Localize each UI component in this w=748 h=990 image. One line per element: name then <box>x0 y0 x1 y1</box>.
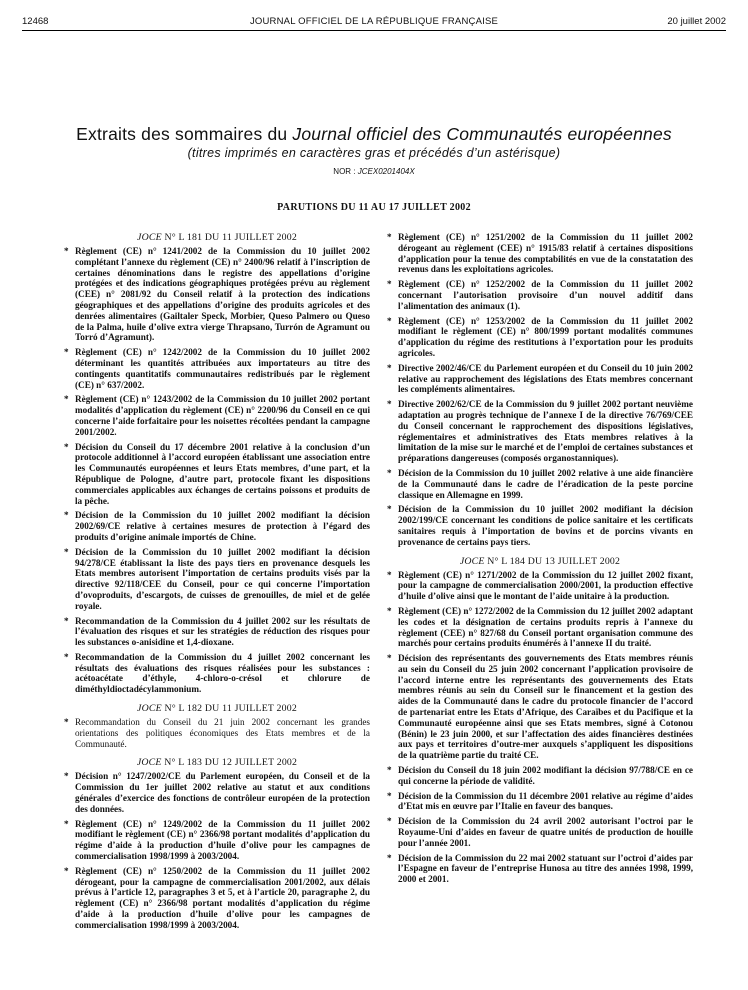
asterisk-marker: * <box>64 865 69 876</box>
summary-entry <box>64 771 370 814</box>
entry-text: Règlement (CE) n° 1242/2002 de la Commission du 10 juillet 2002 déterminant les quantités attribuées aux importateurs au titre des contingents quantitatifs communautaires redistribués par le règlement (CE) n° 637/2002. <box>75 347 370 390</box>
asterisk-marker: * <box>387 315 392 326</box>
main-title-italic: Journal officiel des Communautés européennes <box>292 124 672 144</box>
asterisk-marker: * <box>64 818 69 829</box>
section-heading <box>64 703 370 714</box>
section-heading-journal: JOCE <box>137 703 162 715</box>
asterisk-marker: * <box>64 546 69 557</box>
entry-text: Règlement (CE) n° 1251/2002 de la Commission du 11 juillet 2002 dérogeant au règlement (CEE) n° 1915/83 relatif à certaines dispositions d’application pour la tenue des comptabilités en vue de la constatation des revenus dans les exploitations agricoles. <box>398 232 693 275</box>
asterisk-marker: * <box>387 399 392 410</box>
section-heading-issue: N° L 182 DU 11 JUILLET 2002 <box>161 703 297 715</box>
section-heading-issue: N° L 183 DU 12 JUILLET 2002 <box>161 757 298 769</box>
entry-text: Décision de la Commission du 10 juillet 2002 modifiant la décision 2002/199/CE concernant les conditions de police sanitaire et les certificats sanitaires requis à l’importation de bovins et de porcins vivants en provenance de certains pays tiers. <box>398 504 693 547</box>
entry-text: Recommandation du Conseil du 21 juin 2002 concernant les grandes orientations des politiques économiques des Etats membres et de la Communauté. <box>75 717 370 749</box>
section-heading-journal: JOCE <box>136 757 162 769</box>
summary-entry <box>64 246 370 343</box>
right-column <box>387 232 693 889</box>
entry-text: Décision de la Commission du 10 juillet 2002 modifiant la décision 2002/69/CE relative à certaines mesures de protection à l’égard des produits d’origine animale importés de Chine. <box>75 510 370 542</box>
section-heading-issue: N° L 181 DU 11 JUILLET 2002 <box>161 232 297 243</box>
main-title-prefix: Extraits des sommaires du <box>76 124 293 144</box>
nor-reference <box>0 167 748 176</box>
asterisk-marker: * <box>387 653 392 664</box>
summary-entry <box>64 442 370 507</box>
nor-value: JCEX0201404X <box>357 167 415 176</box>
summary-entry <box>64 510 370 542</box>
entry-text: Règlement (CE) n° 1249/2002 de la Commission du 11 juillet 2002 modifiant le règlement (CE) n° 2366/98 portant modalités d’application du régime d’aide à la production d’huile d’olive pour les campagnes de commercialisation 1998/1999 à 2003/2004. <box>75 818 370 862</box>
section-heading <box>387 556 693 567</box>
asterisk-marker: * <box>387 232 392 242</box>
header-rule <box>22 30 726 31</box>
asterisk-marker: * <box>64 394 69 405</box>
issue-date: 20 juillet 2002 <box>667 16 726 27</box>
summary-entry <box>387 468 693 500</box>
asterisk-marker: * <box>387 362 392 373</box>
page-number: 12468 <box>22 16 49 27</box>
summary-entry <box>64 347 370 390</box>
summary-entry <box>387 853 693 885</box>
nor-label: NOR : <box>333 167 358 176</box>
asterisk-marker: * <box>64 510 69 521</box>
asterisk-marker: * <box>387 852 392 863</box>
asterisk-marker: * <box>64 347 69 358</box>
section-heading-issue: N° L 184 DU 13 JUILLET 2002 <box>484 555 621 567</box>
asterisk-marker: * <box>387 279 392 290</box>
section-heading <box>64 757 370 768</box>
asterisk-marker: * <box>64 246 69 256</box>
left-column <box>64 232 370 935</box>
section-heading-journal: JOCE <box>459 555 485 567</box>
asterisk-marker: * <box>64 441 69 452</box>
summary-entry <box>387 606 693 649</box>
entry-text: Règlement (CE) n° 1271/2002 de la Commission du 12 juillet 2002 fixant, pour la campagne de commercialisation 2000/2001, la production effective d’huile d’olive ainsi que le montant de l’aide unitaire à la production. <box>398 569 693 602</box>
summary-entry <box>64 616 370 648</box>
section-heading <box>64 232 370 243</box>
asterisk-marker: * <box>64 651 69 662</box>
entry-text: Règlement (CE) n° 1272/2002 de la Commission du 12 juillet 2002 adaptant les codes et la désignation de certains produits repris à l’annexe du règlement (CEE) n° 827/68 du Conseil portant organisation commune des marchés pour certains produits énumérés à l’annexe II du traité. <box>398 605 693 649</box>
asterisk-marker: * <box>64 717 69 728</box>
entry-text: Règlement (CE) n° 1252/2002 de la Commission du 11 juillet 2002 concernant l’autorisation provisoire d’un nouvel additif dans l’alimentation des animaux (1). <box>398 279 693 311</box>
entry-text: Règlement (CE) n° 1241/2002 de la Commission du 10 juillet 2002 complétant l’annexe du règlement (CE) n° 2400/96 relatif à l’inscription de certaines dénominations dans le registre des appellations d’origine protégées et des indications géographiques protégées prévu au règlement (CEE) n° 2081/92 du Conseil relatif à la protection des indications géographiques et des appellations d’origine des produits agricoles et des denrées alimentaires (Gailtaler Speck, Morbier, Queso Palmero ou Queso de la Palma, huile d’olive extra vierge Thrapsano, Turrón de Agramunt ou Torró d’Agramunt). <box>75 246 370 343</box>
asterisk-marker: * <box>64 615 69 626</box>
parutions-heading: PARUTIONS DU 11 AU 17 JUILLET 2002 <box>277 202 471 213</box>
entry-text: Recommandation de la Commission du 4 juillet 2002 concernant les résultats des évaluations des risques réalisées pour les substances : acétoacétate d’éthyle, 4-chloro-o-crésol et chlorure de diméthyldioctadécylammonium. <box>75 651 370 695</box>
summary-entry <box>387 816 693 848</box>
asterisk-marker: * <box>387 605 392 616</box>
entry-text: Directive 2002/46/CE du Parlement européen et du Conseil du 10 juin 2002 relative au rapprochement des législations des Etats membres concernant les compléments alimentaires. <box>398 362 693 395</box>
entry-text: Règlement (CE) n° 1243/2002 de la Commission du 10 juillet 2002 portant modalités d’application du règlement (CE) n° 2200/96 du Conseil en ce qui concerne l’aide forfaitaire pour les noisettes récoltées pendant la campagne 2001/2002. <box>75 394 370 437</box>
summary-entry <box>64 819 370 862</box>
entry-text: Règlement (CE) n° 1250/2002 de la Commission du 11 juillet 2002 dérogeant, pour la campagne de commercialisation 2001/2002, aux délais prévus à l’article 12, paragraphes 3 et 5, et à l’article 20, paragraphe 2, du règlement (CE) n° 2366/98 portant modalités d’application du régime d’aide à la production d’huile d’olive pour les campagnes de commercialisation 1998/1999 à 2003/2004. <box>75 865 370 930</box>
summary-entry <box>387 316 693 359</box>
asterisk-marker: * <box>64 771 69 782</box>
summary-entry <box>64 866 370 931</box>
summary-entry <box>387 570 693 602</box>
summary-entry <box>64 717 370 749</box>
summary-entry <box>64 394 370 437</box>
entry-text: Décision de la Commission du 10 juillet 2002 modifiant la décision 94/278/CE établissant la liste des pays tiers en provenance desquels les Etats membres autorisent l’importation de certains produits visés par la directive 92/118/CEE du Conseil, pour ce qui concerne l’importation d’ovoproduits, d’escargots, de cuisses de grenouilles, de miel et de gelée royale. <box>75 546 370 611</box>
entry-text: Directive 2002/62/CE de la Commission du 9 juillet 2002 portant neuvième adaptation au progrès technique de l’annexe I de la directive 76/769/CEE du Conseil concernant le rapprochement des dispositions législatives, réglementaires et administratives des Etats membres relatives à la limitation de la mise sur le marché et de l’emploi de certaines substances et préparations dangereuses (composés organostanniques). <box>398 399 693 464</box>
summary-entry <box>64 652 370 695</box>
entry-text: Décision de la Commission du 22 mai 2002 statuant sur l’octroi d’aides par l’Espagne en faveur de l’entreprise Hunosa au titre des années 1998, 1999, 2000 et 2001. <box>398 852 693 885</box>
entry-text: Décision de la Commission du 10 juillet 2002 relative à une aide financière de la Communauté dans le cadre de l’éradication de la peste porcine classique en Allemagne en 1999. <box>398 467 693 500</box>
summary-entry <box>387 363 693 395</box>
section-heading-journal: JOCE <box>137 232 162 243</box>
summary-entry <box>64 547 370 612</box>
summary-entry <box>387 765 693 787</box>
asterisk-marker: * <box>387 790 392 801</box>
asterisk-marker: * <box>387 816 392 827</box>
entry-text: Décision des représentants des gouvernements des Etats membres réunis au sein du Conseil du 25 juin 2002 concernant l’application provisoire de l’accord interne entre les représentants des gouvernements des Etats membres réunis au sein du Conseil sur le financement et la gestion des aides de la Communauté dans le cadre du protocole financier de l’accord de partenariat entre les Etats d’Afrique, des Caraïbes et du Pacifique et la Communauté européenne ainsi que ses Etats membres, signé à Cotonou (Bénin) le 23 juin 2000, et sur l’affectation des aides financières destinées aux pays et territoires d’outre-mer auxquels s’appliquent les dispositions de la quatrième partie du traité CE. <box>398 653 693 761</box>
journal-title: JOURNAL OFFICIEL DE LA RÉPUBLIQUE FRANÇAISE <box>249 16 499 27</box>
summary-entry <box>387 791 693 813</box>
main-title <box>0 124 748 145</box>
entry-text: Recommandation de la Commission du 4 juillet 2002 sur les résultats de l’évaluation des risques et sur les stratégies de réduction des risques pour les substances o-anisidine et 1,4-dioxane. <box>75 615 370 648</box>
asterisk-marker: * <box>387 504 392 515</box>
entry-text: Décision du Conseil du 18 juin 2002 modifiant la décision 97/788/CE en ce qui concerne la période de validité. <box>398 765 693 786</box>
entry-text: Décision de la Commission du 24 avril 2002 autorisant l’octroi par le Royaume-Uni d’aides en faveur de quatre unités de production de houille pour l’année 2001. <box>398 816 693 848</box>
asterisk-marker: * <box>387 569 392 580</box>
summary-entry <box>387 653 693 761</box>
summary-entry <box>387 399 693 464</box>
asterisk-marker: * <box>387 467 392 478</box>
entry-text: Décision du Conseil du 17 décembre 2001 relative à la conclusion d’un protocole additionnel à l’accord européen établissant une association entre les Communautés européennes et leurs Etats membres, d’une part, et la République de Pologne, d’autre part, protocole fixant les dispositions commerciales applicables aux échanges de certains poissons et produits de la pêche. <box>75 441 370 506</box>
entry-text: Décision de la Commission du 11 décembre 2001 relative au régime d’aides d’Etat mis en œuvre par l’Italie en faveur des banques. <box>398 790 693 812</box>
entry-text: Décision n° 1247/2002/CE du Parlement européen, du Conseil et de la Commission du 1er juillet 2002 relative au statut et aux conditions générales d’exercice des fonctions de contrôleur européen de la protection des données. <box>75 771 370 814</box>
asterisk-marker: * <box>387 765 392 776</box>
entry-text: Règlement (CE) n° 1253/2002 de la Commission du 11 juillet 2002 modifiant le règlement (CE) n° 800/1999 portant modalités communes d’application du régime des restitutions à l’exportation pour les produits agricoles. <box>398 315 693 358</box>
summary-entry <box>387 232 693 275</box>
subtitle: (titres imprimés en caractères gras et précédés d’un astérisque) <box>187 146 561 160</box>
summary-entry <box>387 279 693 311</box>
summary-entry <box>387 504 693 547</box>
